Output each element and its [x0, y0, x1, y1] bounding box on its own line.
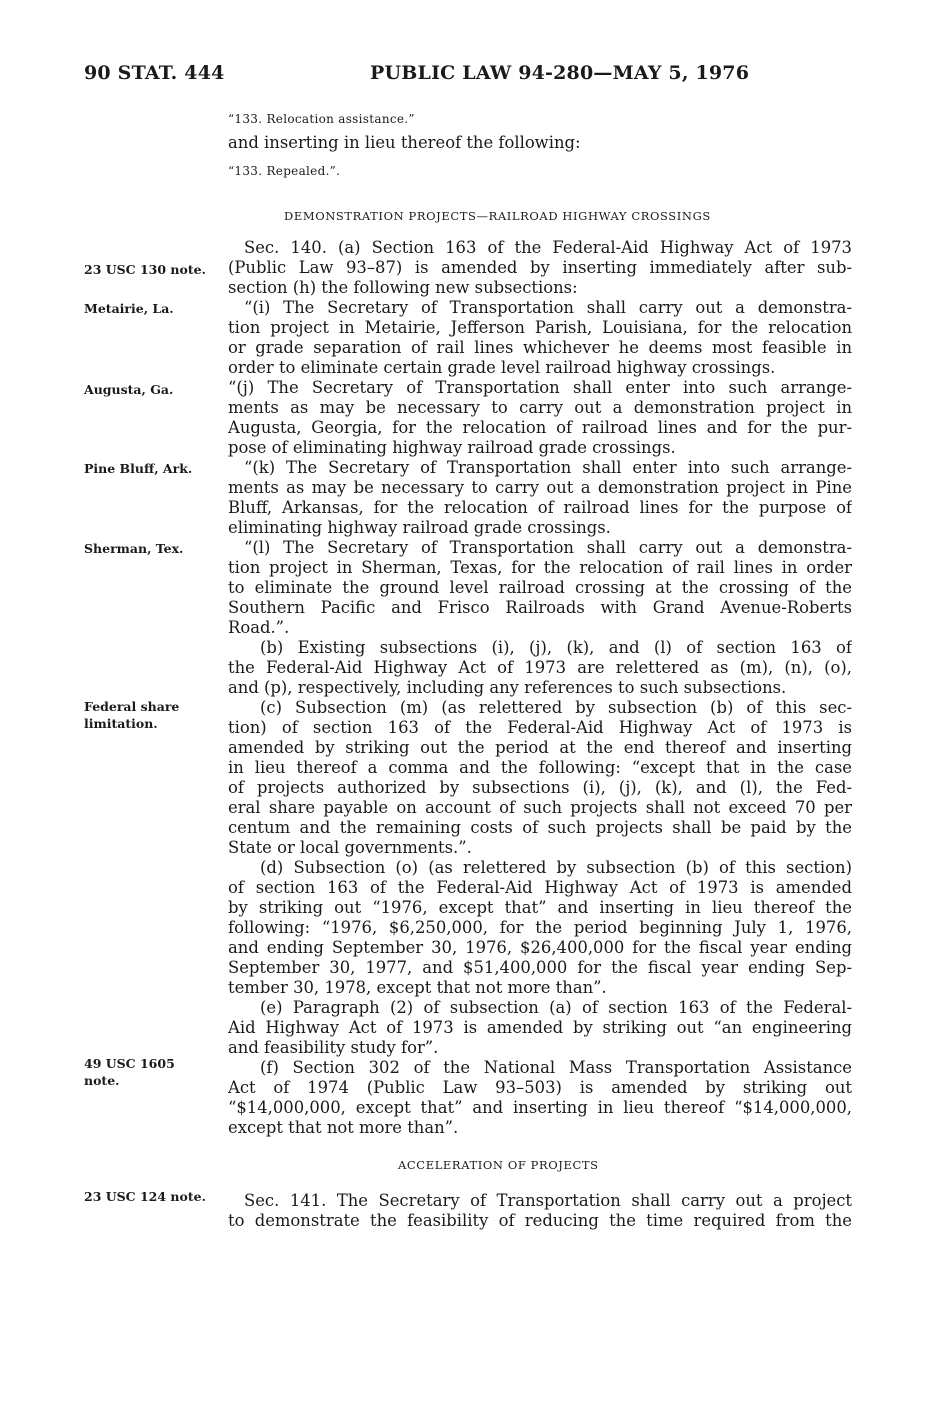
text-line: Bluff, Arkansas, for the relocation of railroad lines for the purpose of — [228, 498, 852, 517]
margin-note-metairie: Metairie, La. — [84, 301, 174, 316]
text-line: Sec. 140. (a) Section 163 of the Federal-Aid Highway Act of 1973 — [244, 238, 852, 257]
text-line: Act of 1974 (Public Law 93–503) is amended by striking out — [228, 1078, 852, 1097]
text-line: tember 30, 1978, except that not more than”. — [228, 978, 607, 997]
text-line: Sec. 141. The Secretary of Transportation shall carry out a project — [244, 1191, 852, 1210]
text-line: and feasibility study for”. — [228, 1038, 439, 1057]
quote-relocation: “133. Relocation assistance.” — [228, 112, 415, 126]
text-line: Southern Pacific and Frisco Railroads with Grand Avenue-Roberts — [228, 598, 852, 617]
text-line: the Federal-Aid Highway Act of 1973 are relettered as (m), (n), (o), — [228, 658, 852, 677]
margin-note-note: note. — [84, 1073, 120, 1088]
text-line: (d) Subsection (o) (as relettered by subsection (b) of this section) — [260, 858, 852, 877]
text-line: by striking out “1976, except that” and inserting in lieu thereof the — [228, 898, 852, 917]
text-line: ments as may be necessary to carry out a demonstration project in Pine — [228, 478, 852, 497]
text-line: “(i) The Secretary of Transportation shall carry out a demonstra- — [244, 298, 852, 317]
text-line: order to eliminate certain grade level railroad highway crossings. — [228, 358, 776, 377]
text-line: or grade separation of rail lines whichever he deems most feasible in — [228, 338, 852, 357]
text-line: “(l) The Secretary of Transportation shall carry out a demonstra- — [244, 538, 852, 557]
text-line: tion) of section 163 of the Federal-Aid Highway Act of 1973 is — [228, 718, 852, 737]
text-line: following: “1976, $6,250,000, for the period beginning July 1, 1976, — [228, 918, 852, 937]
margin-note-23usc124: 23 USC 124 note. — [84, 1189, 206, 1204]
text-line: centum and the remaining costs of such projects shall be paid by the — [228, 818, 852, 837]
text-line: section (h) the following new subsections: — [228, 278, 578, 297]
margin-note-limitation: limitation. — [84, 716, 158, 731]
section-141-body — [228, 1191, 852, 1231]
text-line: and ending September 30, 1976, $26,400,000 for the fiscal year ending — [228, 938, 852, 957]
text-line: Augusta, Georgia, for the relocation of railroad lines and for the pur- — [228, 418, 852, 437]
section-heading-acceleration: ACCELERATION OF PROJECTS — [398, 1158, 599, 1172]
margin-note-23usc130: 23 USC 130 note. — [84, 262, 206, 277]
text-line: (b) Existing subsections (i), (j), (k), and (l) of section 163 of — [260, 638, 852, 657]
text-line: “(k) The Secretary of Transportation shall enter into such arrange- — [244, 458, 852, 477]
margin-note-federal-share: Federal share — [84, 699, 180, 714]
quote-repealed: “133. Repealed.”. — [228, 164, 341, 178]
text-line: tion project in Metairie, Jefferson Parish, Louisiana, for the relocation — [228, 318, 852, 337]
margin-note-augusta: Augusta, Ga. — [84, 382, 174, 397]
margin-note-pine-bluff: Pine Bluff, Ark. — [84, 461, 193, 476]
text-line: tion project in Sherman, Texas, for the relocation of rail lines in order — [228, 558, 852, 577]
text-line: State or local governments.”. — [228, 838, 472, 857]
text-line: eliminating highway railroad grade crossings. — [228, 518, 611, 537]
text-line: amended by striking out the period at the end thereof and inserting — [228, 738, 852, 757]
text-line: eral share payable on account of such projects shall not exceed 70 per — [228, 798, 852, 817]
text-line: to demonstrate the feasibility of reducing the time required from the — [228, 1211, 852, 1230]
text-line: (Public Law 93–87) is amended by inserting immediately after sub- — [228, 258, 852, 277]
text-line: of projects authorized by subsections (i), (j), (k), and (l), the Fed- — [228, 778, 852, 797]
text-line: (e) Paragraph (2) of subsection (a) of section 163 of the Federal- — [260, 998, 852, 1017]
text-line: of section 163 of the Federal-Aid Highway Act of 1973 is amended — [228, 878, 852, 897]
section-140-body — [228, 238, 852, 1138]
text-line: and (p), respectively, including any references to such subsections. — [228, 678, 787, 697]
insert-line: and inserting in lieu thereof the following: — [228, 133, 581, 152]
margin-note-49usc1605: 49 USC 1605 — [84, 1056, 175, 1071]
text-line: September 30, 1977, and $51,400,000 for the fiscal year ending Sep- — [228, 958, 852, 977]
text-line: ments as may be necessary to carry out a demonstration project in — [228, 398, 852, 417]
page-stat-citation: 90 STAT. 444 — [84, 62, 225, 84]
text-line: in lieu thereof a comma and the following: “except that in the case — [228, 758, 852, 777]
page-title: PUBLIC LAW 94-280—MAY 5, 1976 — [370, 62, 750, 84]
margin-note-sherman: Sherman, Tex. — [84, 541, 184, 556]
text-line: Road.”. — [228, 618, 290, 637]
text-line: to eliminate the ground level railroad crossing at the crossing of the — [228, 578, 852, 597]
text-line: except that not more than”. — [228, 1118, 459, 1137]
text-line: “(j) The Secretary of Transportation shall enter into such arrange- — [228, 378, 852, 397]
text-line: Aid Highway Act of 1973 is amended by striking out “an engineering — [228, 1018, 852, 1037]
text-line: (f) Section 302 of the National Mass Transportation Assistance — [260, 1058, 852, 1077]
text-line: (c) Subsection (m) (as relettered by subsection (b) of this sec- — [260, 698, 852, 717]
section-heading-demonstration: DEMONSTRATION PROJECTS—RAILROAD HIGHWAY CROSSINGS — [284, 209, 711, 223]
text-line: “$14,000,000, except that” and inserting in lieu thereof “$14,000,000, — [228, 1098, 852, 1117]
text-line: pose of eliminating highway railroad grade crossings. — [228, 438, 676, 457]
